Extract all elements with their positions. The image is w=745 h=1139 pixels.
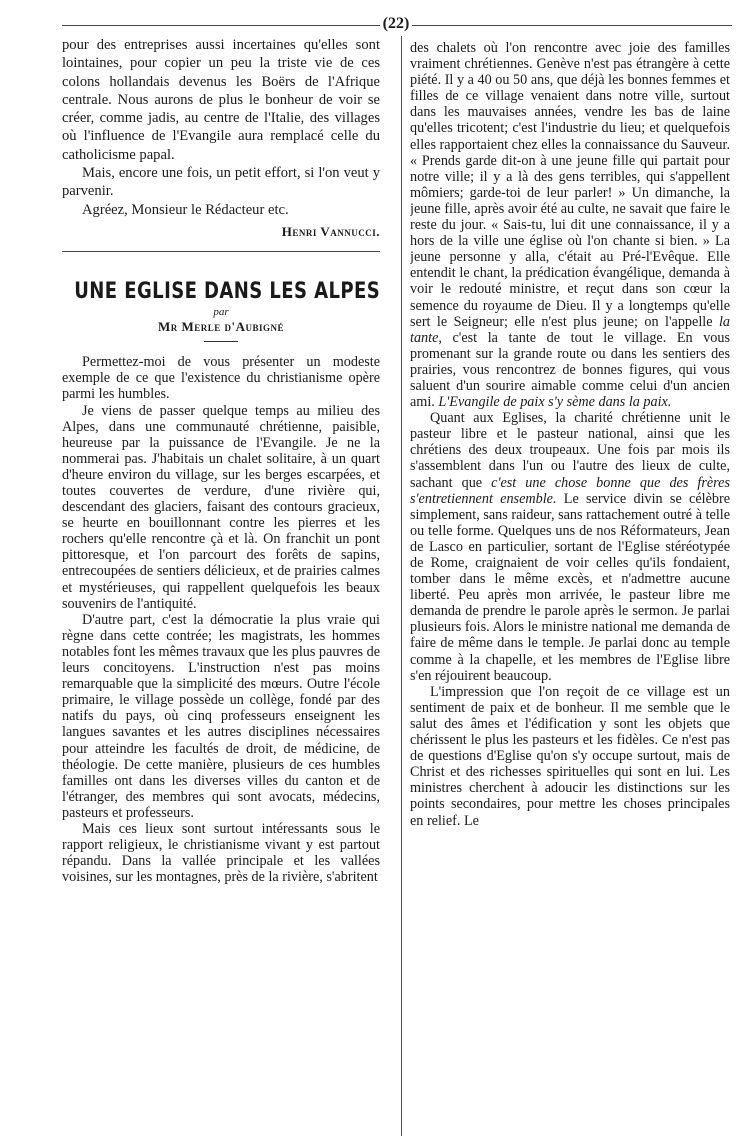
page-number: (22) bbox=[382, 15, 410, 32]
byline-par: par bbox=[213, 306, 229, 319]
article-paragraph bbox=[410, 40, 730, 410]
header-rule-left bbox=[62, 25, 380, 26]
right-column bbox=[410, 40, 730, 1136]
article-author: Mr Merle d'Aubigné bbox=[157, 319, 285, 335]
italic-text: L'Evangile de paix s'y sème dans la paix. bbox=[438, 394, 672, 411]
text-run: des chalets où l'on rencontre avec joie des familles vraiment chrétiennes. Genève n'est pas étrangère à cette piété. Il y a 40 ou 50 ans, que déjà les bonnes femmes et filles de ce village venaient dans notre ville, surtout dans les mauvaises années, vendre les bas de laine qu'elles tricotent; c'est l'industrie du lieu; et quelquefois elles rapportaient chez elles la connaissance du Sauveur. « Prends garde dit-on à une jeune fille qui partait pour notre ville; il y a là des gens terribles, qui s'appellent mômiers; garde-toi de leur parler! » Un dimanche, la jeune fille, après avoir été au culte, ne savait que faire le reste du jour. « Sais-tu, lui dit une connaissance, il y a hors de la ville une église où l'on chante si bien. » La jeune personne y alla, c'était au Pré-l'Evêque. Elle entendit le chant, la prédication évangélique, demanda à voir le redouté ministre, et reçut dans son cœur la semence du royaume de Dieu. Il y a longtemps qu'elle sert le Seigneur; elle n'est plus jeune; on l'appelle bbox=[410, 40, 730, 330]
article-paragraph: Permettez-moi de vous présenter un modeste exemple de ce que l'existence du christianisme opère parmi les humbles. bbox=[62, 354, 380, 403]
article-title: UNE EGLISE DANS LES ALPES bbox=[74, 279, 380, 305]
text-run: , c'est la tante de tout le village. En vous promenant sur la grande route ou dans les sentiers des prairies, vous rencontrez de bonnes figures, qui vous saluent d'un sourire aimable comme celui d'un ancien ami. bbox=[410, 329, 730, 411]
text-run: Quant aux Eglises, la charité chrétienne unit le pasteur libre et le pasteur national, ainsi que les chrétiens des deux troupeaux. Une fois par mois ils s'assemblent dans l'un ou l'autre des lieux de culte, sachant que bbox=[410, 410, 730, 491]
italic-text: la tante bbox=[410, 313, 730, 346]
article-paragraph: Mais ces lieux sont surtout intéressants sous le rapport religieux, le christianisme vivant y est partout répandu. Dans la vallée principale et les vallées voisines, sur les montagnes, près de la rivière, s'abritent bbox=[62, 820, 380, 886]
article-paragraph: D'autre part, c'est la démocratie la plus vraie qui règne dans cette contrée; les magistrats, les hommes notables font les mêmes travaux que les plus pauvres de leurs concitoyens. L'instruction n'est pas moins remarquable que la simplicité des mœurs. Outre l'école primaire, le village possède un collège, fondé par des natifs du pays, où cinq professeurs enseignent les langues savantes et les autres disciplines nécessaires pour atteindre les facultés de droit, de médicine, de théologie. De cette manière, plusieurs de ces humbles familles ont dans les diverses villes du canton et de l'étranger, des membres qui sont avocats, médecins, pasteurs et professeurs. bbox=[62, 611, 380, 821]
signature: Henri Vannucci. bbox=[281, 223, 380, 239]
article-body bbox=[62, 354, 380, 885]
intro-paragraph: Agréez, Monsieur le Rédacteur etc. bbox=[82, 201, 289, 218]
intro-paragraph: Mais, encore une fois, un petit effort, si l'on veut y parvenir. bbox=[62, 165, 380, 200]
italic-text: c'est une chose bonne que des frères s'entretiennent ensemble. bbox=[410, 474, 730, 507]
header-rule-right bbox=[412, 25, 732, 26]
intro-paragraph: pour des entreprises aussi incertaines qu'elles sont lointaines, pour copier un peu la triste vie de ces colons hollandais devenus les Boërs de l'Afrique centrale. Nous aurons de plus le bonheur de voir se créer, comme jadis, au centre de l'Italie, des villages où l'influence de l'Evangile aura remplacé celle du catholicisme papal. bbox=[62, 37, 380, 163]
text-run: Le service divin se célèbre simplement, sans raideur, sans rattachement outré à telle ou telle forme. Quelques uns de nos Réformateurs, Jean de Lasco en particulier, sortant de l'Eglise stéréotypée de Rome, craignaient de voir celles qu'ils fondaient, tomber dans le même excès, et n'admettre aucune liberté. Peu après mon arrivée, le pasteur libre me demanda de prendre le parole après le sermon. Je parlai plusieurs fois. Alors le ministre national me demanda de faire de même dans le temple. Je parlai donc au temple comme à la chapelle, et les membres de l'Eglise libre s'en réjouirent beaucoup. bbox=[410, 490, 730, 684]
article-paragraph bbox=[410, 410, 730, 684]
title-dash bbox=[204, 341, 238, 342]
article-paragraph: L'impression que l'on reçoit de ce village est un sentiment de paix et de bonheur. Il me semble que le salut des âmes et l'édification y sont les objets que chérissent le plus les pasteurs et les fidèles. Ce n'est pas de questions d'Eglise qu'on s'y occupe surtout, mais de Christ et des richesses spirituelles qui sont en lui. Les ministres cherchent à adoucir les distinctions sur les points secondaires, pour mettre les choses principales en relief. Le bbox=[410, 683, 730, 829]
section-separator bbox=[62, 251, 380, 252]
left-column bbox=[62, 36, 380, 1136]
article-paragraph: Je viens de passer quelque temps au milieu des Alpes, dans une communauté chrétienne, paisible, heureuse par la puissance de l'Evangile. Je ne la nommerai pas. J'habitais un chalet solitaire, à un quart d'heure environ du village, sur les berges escarpées, et toutes couvertes de verdure, d'une rivière qui, descendant des glaciers, faisant des contours gracieux, se heurte en bouillonnant contre les pierres et les rochers qu'elle rencontre çà et là. On franchit un pont pittoresque, et l'on parcourt des forêts de sapins, entrecoupées de sentiers délicieux, et de prairies calmes et mystérieuses, qui rappellent quelquefois les beaux souvenirs de l'antiquité. bbox=[62, 402, 380, 612]
column-divider bbox=[401, 36, 402, 1136]
